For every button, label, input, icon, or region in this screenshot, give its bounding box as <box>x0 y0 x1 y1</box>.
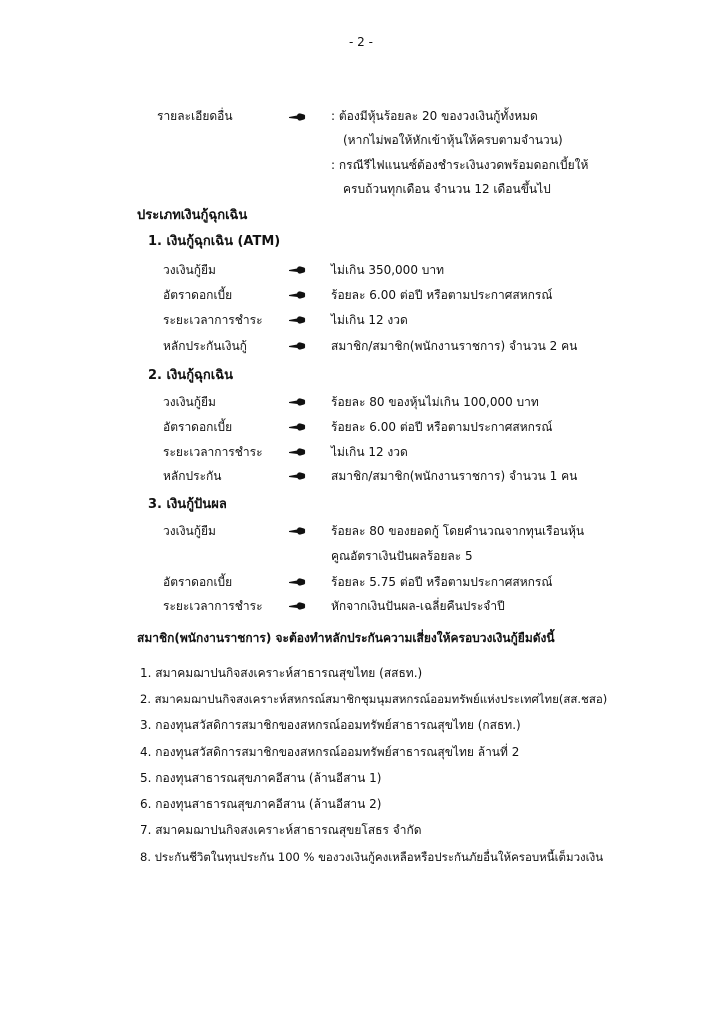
members-list-item: 6. กองทุนสาธารณสุขภาคอีสาน (ล้านอีสาน 2) <box>140 797 382 811</box>
members-list-item: 1. สมาคมฌาปนกิจสงเคราะห์สาธารณสุขไทย (สสธท.) <box>140 666 423 680</box>
pointing-hand-icon <box>288 340 306 352</box>
loan-3-row-3-label: ระยะเวลาการชำระ <box>163 599 263 613</box>
other-details-label: รายละเอียดอื่น <box>157 109 233 123</box>
other-details-line-1: : ต้องมีหุ้นร้อยละ 20 ของวงเงินกู้ทั้งหมด <box>331 109 538 123</box>
loan-3-row-2-label: อัตราดอกเบี้ย <box>163 575 233 589</box>
loan-1-title: 1. เงินกู้ฉุกเฉิน (ATM) <box>148 234 281 249</box>
loan-2-row-1-value: ร้อยละ 80 ของหุ้นไม่เกิน 100,000 บาท <box>331 395 539 409</box>
loan-2-row-2-label: อัตราดอกเบี้ย <box>163 420 233 434</box>
loan-1-row-2-value: ร้อยละ 6.00 ต่อปี หรือตามประกาศสหกรณ์ <box>331 288 553 302</box>
loan-3-row-1-value-cont: คูณอัตราเงินปันผลร้อยละ 5 <box>331 549 473 563</box>
loan-1-row-3-label: ระยะเวลาการชำระ <box>163 313 263 327</box>
loan-2-row-4-label: หลักประกัน <box>163 469 222 483</box>
loan-1-row-1-label: วงเงินกู้ยืม <box>163 263 216 277</box>
other-details-line-4: ครบถ้วนทุกเดือน จำนวน 12 เดือนขึ้นไป <box>343 182 551 196</box>
pointing-hand-icon <box>288 289 306 301</box>
loan-3-row-1-value: ร้อยละ 80 ของยอดกู้ โดยคำนวณจากทุนเรือนหุ้น <box>331 524 585 538</box>
page-number: - 2 - <box>349 35 373 49</box>
members-list-item: 7. สมาคมฌาปนกิจสงเคราะห์สาธารณสุขยโสธร จำกัด <box>140 823 422 837</box>
loan-2-title: 2. เงินกู้ฉุกเฉิน <box>148 368 233 383</box>
pointing-hand-icon <box>288 576 306 588</box>
loan-2-row-3-value: ไม่เกิน 12 งวด <box>331 445 408 459</box>
loan-3-title: 3. เงินกู้ปันผล <box>148 497 227 512</box>
pointing-hand-icon <box>288 421 306 433</box>
loan-1-row-4-value: สมาชิก/สมาชิก(พนักงานราชการ) จำนวน 2 คน <box>331 339 578 353</box>
pointing-hand-icon <box>288 111 306 123</box>
loan-3-row-2-value: ร้อยละ 5.75 ต่อปี หรือตามประกาศสหกรณ์ <box>331 575 553 589</box>
members-list-item: 5. กองทุนสาธารณสุขภาคอีสาน (ล้านอีสาน 1) <box>140 771 382 785</box>
loan-2-row-2-value: ร้อยละ 6.00 ต่อปี หรือตามประกาศสหกรณ์ <box>331 420 553 434</box>
loan-1-row-2-label: อัตราดอกเบี้ย <box>163 288 233 302</box>
loan-2-row-1-label: วงเงินกู้ยืม <box>163 395 216 409</box>
members-list-item: 3. กองทุนสวัสดิการสมาชิกของสหกรณ์ออมทรัพย์สาธารณสุขไทย (กสธท.) <box>140 718 521 732</box>
pointing-hand-icon <box>288 600 306 612</box>
loan-3-row-3-value: หักจากเงินปันผล-เฉลี่ยคืนประจำปี <box>331 599 505 613</box>
emergency-loan-heading: ประเภทเงินกู้ฉุกเฉิน <box>137 208 248 223</box>
pointing-hand-icon <box>288 446 306 458</box>
loan-1-row-3-value: ไม่เกิน 12 งวด <box>331 313 408 327</box>
pointing-hand-icon <box>288 525 306 537</box>
pointing-hand-icon <box>288 264 306 276</box>
members-heading: สมาชิก(พนักงานราชการ) จะต้องทำหลักประกันความเสี่ยงให้ครอบวงเงินกู้ยืมดังนี้ <box>137 631 555 645</box>
members-list-item: 4. กองทุนสวัสดิการสมาชิกของสหกรณ์ออมทรัพย์สาธารณสุขไทย ล้านที่ 2 <box>140 745 520 759</box>
loan-2-row-3-label: ระยะเวลาการชำระ <box>163 445 263 459</box>
other-details-line-3: : กรณีรีไฟแนนซ์ต้องชำระเงินงวดพร้อมดอกเบี้ยให้ <box>331 158 589 172</box>
loan-1-row-4-label: หลักประกันเงินกู้ <box>163 339 247 353</box>
loan-2-row-4-value: สมาชิก/สมาชิก(พนักงานราชการ) จำนวน 1 คน <box>331 469 578 483</box>
pointing-hand-icon <box>288 396 306 408</box>
loan-3-row-1-label: วงเงินกู้ยืม <box>163 524 216 538</box>
members-list-item: 8. ประกันชีวิตในทุนประกัน 100 % ของวงเงินกู้คงเหลือหรือประกันภัยอื่นให้ครอบหนี้เต็มวงเงิน <box>140 850 604 864</box>
pointing-hand-icon <box>288 470 306 482</box>
other-details-line-2: (หากไม่พอให้หักเข้าหุ้นให้ครบตามจำนวน) <box>343 133 563 147</box>
loan-1-row-1-value: ไม่เกิน 350,000 บาท <box>331 263 445 277</box>
members-list-item: 2. สมาคมฌาปนกิจสงเคราะห์สหกรณ์สมาชิกชุมนุมสหกรณ์ออมทรัพย์แห่งประเทศไทย(สส.ชสอ) <box>140 692 608 706</box>
pointing-hand-icon <box>288 314 306 326</box>
